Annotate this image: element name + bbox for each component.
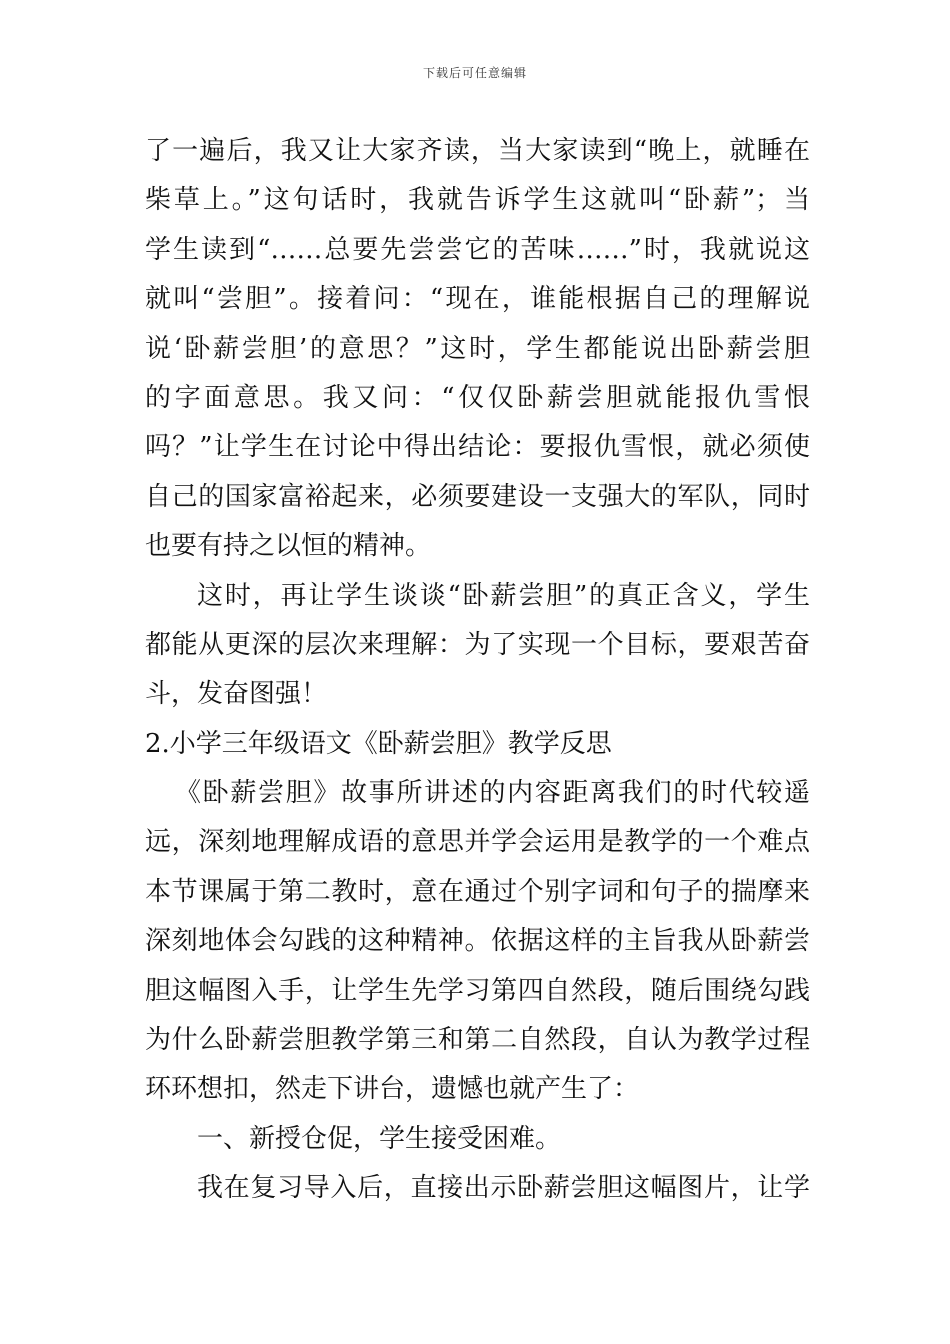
text-line: 就叫“尝胆”。接着问：“现在，谁能根据自己的理解说 (145, 284, 810, 315)
text-line: 学生读到“……总要先尝尝它的苦味……”时，我就说这 (145, 234, 810, 265)
text-line: 本节课属于第二教时，意在通过个别字词和句子的揣摩来 (145, 876, 810, 907)
text-line: 斗，发奋图强！ (145, 679, 328, 710)
text-line: 这时，再让学生谈谈“卧薪尝胆”的真正含义，学生 (197, 580, 810, 611)
text-line: 了一遍后，我又让大家齐读，当大家读到“晚上，就睡在 (145, 136, 810, 166)
text-line: 一、新授仓促，学生接受困难。 (197, 1123, 562, 1154)
text-line: 环环想扣，然走下讲台，遗憾也就产生了： (145, 1074, 640, 1105)
text-line: 深刻地体会勾践的这种精神。依据这样的主旨我从卧薪尝 (145, 926, 810, 957)
text-line: 柴草上。”这句话时，我就告诉学生这就叫“卧薪”；当 (145, 185, 810, 216)
text-line: 都能从更深的层次来理解：为了实现一个目标，要艰苦奋 (145, 629, 810, 660)
text-line: 远，深刻地理解成语的意思并学会运用是教学的一个难点 (145, 827, 810, 858)
text-line: 的字面意思。我又问：“仅仅卧薪尝胆就能报仇雪恨 (145, 382, 810, 413)
text-line: 说‘卧薪尝胆’的意思？”这时，学生都能说出卧薪尝胆 (145, 333, 810, 364)
text-line: 我在复习导入后，直接出示卧薪尝胆这幅图片，让学 (197, 1173, 810, 1204)
text-line: 胆这幅图入手，让学生先学习第四自然段，随后围绕勾践 (145, 975, 810, 1006)
document-body (145, 127, 810, 1214)
text-line: 《卧薪尝胆》故事所讲述的内容距离我们的时代较遥 (175, 778, 810, 809)
section-heading: 2.小学三年级语文《卧薪尝胆》教学反思 (145, 728, 612, 759)
text-line: 自己的国家富裕起来，必须要建设一支强大的军队，同时 (145, 481, 810, 512)
text-line: 也要有持之以恒的精神。 (145, 531, 432, 562)
text-line: 为什么卧薪尝胆教学第三和第二自然段，自认为教学过程 (145, 1025, 810, 1056)
page-header: 下载后可任意编辑 (422, 66, 527, 80)
text-line: 吗？”让学生在讨论中得出结论：要报仇雪恨，就必须使 (145, 432, 810, 463)
